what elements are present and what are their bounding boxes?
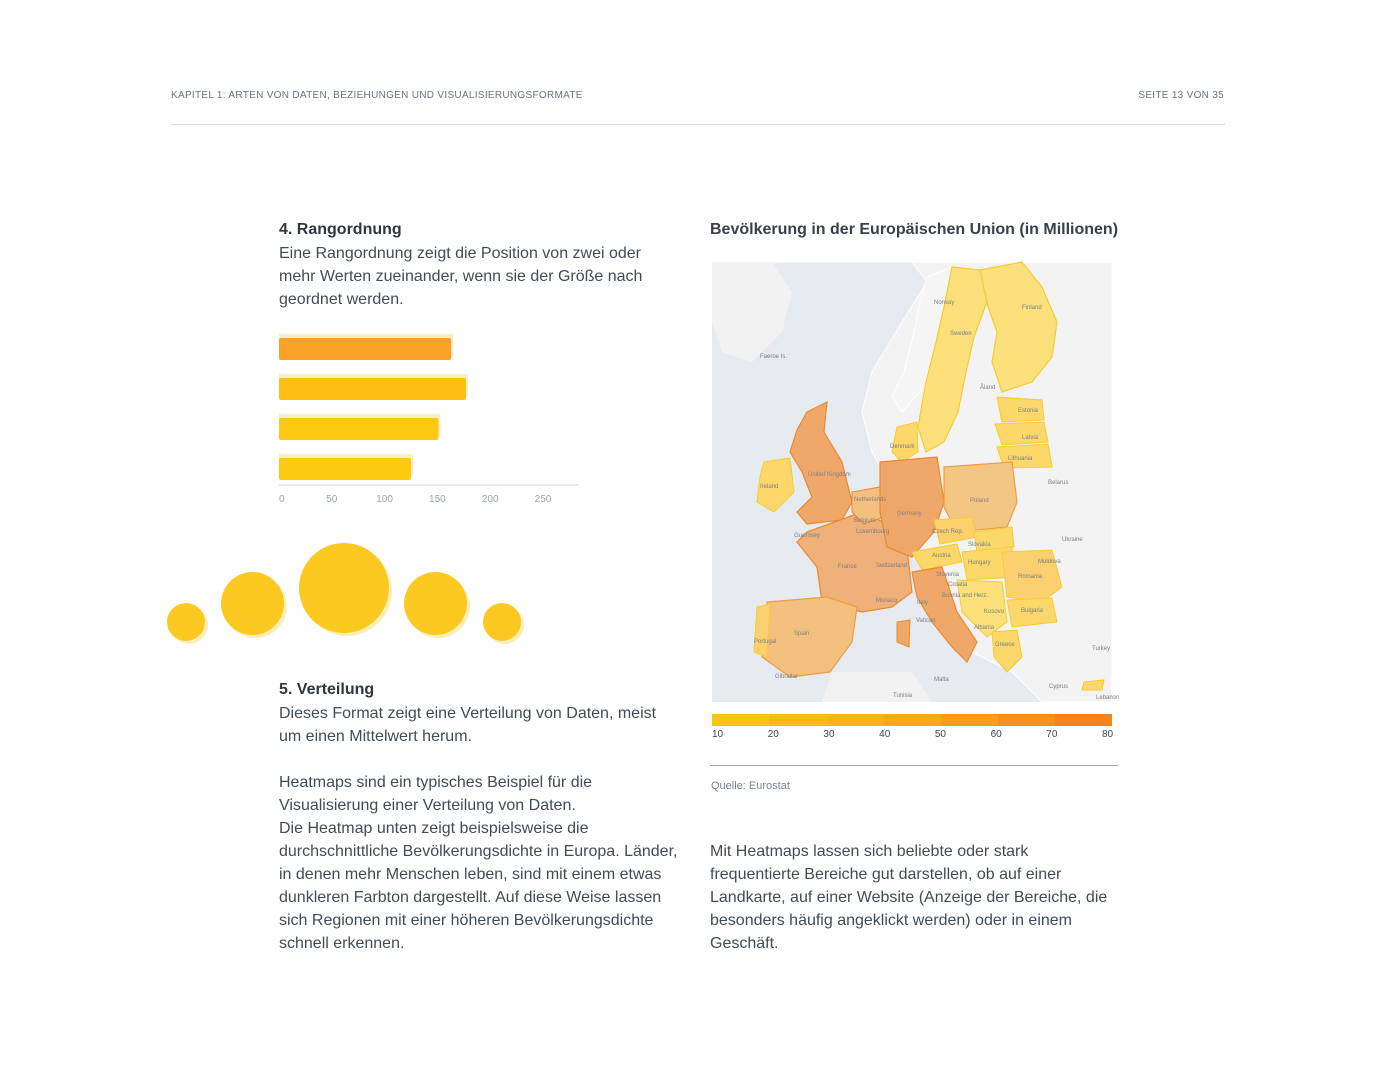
map-label: Belgium [854,518,876,524]
map-label: Lebanon [1096,695,1120,701]
legend-tick: 50 [934,729,946,740]
distribution-bubble [299,543,389,633]
legend-tick: 70 [1046,729,1058,740]
map-label: Slovenia [936,572,960,578]
map-label: Albania [974,625,995,631]
map-label: Ukraine [1062,537,1083,543]
map-label: Poland [970,498,989,504]
section-5-text-3: Die Heatmap unten zeigt beispielsweise die durchschnittliche Bevölkerungsdichte in Europa. Länder, in denen mehr Menschen leben, sind mit einem etwas dunkleren Farbton dargestellt. Auf diese Weise lassen sich Regionen mit einer höheren Bevölkerungsdichte schnell erkennen. [279,820,678,952]
map-label: Norway [934,300,955,306]
legend-tick: 30 [823,729,835,740]
right-paragraph: Mit Heatmaps lassen sich beliebte oder stark frequentierte Bereiche gut darstellen, ob auf einer Landkarte, auf einer Website (Anzeige der Bereiche, die besonders häufig angeklickt werden) oder in einem Geschäft. [710,843,1108,952]
europe-heatmap [712,262,1120,702]
section-5-body [279,702,679,955]
map-label: Guernsey [794,533,821,539]
distribution-bubble [483,603,521,641]
section-5-text-1: Dieses Format zeigt eine Verteilung von Daten, meist um einen Mittelwert herum. [279,705,657,745]
legend-swatch [998,714,1055,726]
map-label: Hungary [968,560,991,566]
page-number: SEITE 13 VON 35 [1138,90,1224,101]
rank-bar [279,458,411,480]
legend-tick: 60 [990,729,1002,740]
map-label: Bosnia and Herz. [942,593,989,599]
map-label: Luxembourg [856,529,890,535]
legend-swatch [826,714,883,726]
map-label: Lithuania [1008,456,1033,462]
map-label: Spain [794,631,810,637]
map-label: Denmark [890,444,915,450]
legend-swatch [883,714,940,726]
map-label: Netherlands [854,497,887,503]
map-label: Åland [980,385,996,391]
map-label: Austria [932,553,951,559]
x-tick-label: 50 [326,494,338,505]
map-label: Vatican [916,618,936,624]
map-label: Finland [1022,305,1042,311]
section-5-text-2: Heatmaps sind ein typisches Beispiel für die Visualisierung einer Verteilung von Daten. [279,774,593,814]
map-label: Switzerland [876,563,908,569]
map-label: Croatia [948,582,968,588]
map-label: Estonia [1018,408,1039,414]
chapter-header: KAPITEL 1: ARTEN VON DATEN, BEZIEHUNGEN UND VISUALISIERUNGSFORMATE [171,90,583,101]
map-label: Monaco [876,598,898,604]
map-label: Greece [995,642,1015,648]
map-label: Latvia [1022,435,1039,441]
map-label: Ireland [760,484,779,490]
distribution-bubble [221,572,284,635]
map-label: Tunisia [893,693,913,699]
distribution-bubble [167,603,205,641]
section-5-title: 5. Verteilung [279,681,375,698]
ranking-bar-chart [279,330,579,510]
legend-tick: 40 [879,729,891,740]
map-label: Faeroe Is. [760,354,788,360]
map-label: Cyprus [1049,684,1069,690]
x-tick-label: 0 [279,494,285,505]
header-divider [171,124,1225,125]
section-4-text: Eine Rangordnung zeigt die Position von zwei oder mehr Werten zueinander, wenn sie der Größe nach geordnet werden. [279,245,643,308]
rank-bar [279,418,438,440]
x-tick-label: 250 [534,494,552,505]
rank-bar [279,338,451,360]
map-label: France [838,564,857,570]
legend-swatch [769,714,826,726]
map-label: United Kingdom [808,472,851,478]
legend-swatch [1055,714,1112,726]
legend-tick: 20 [767,729,779,740]
distribution-bubble [404,572,467,635]
legend-swatch [941,714,998,726]
x-tick-label: 200 [481,494,499,505]
map-label: Malta [934,677,949,683]
x-tick-label: 150 [429,494,446,505]
map-label: Moldova [1038,559,1061,565]
heatmap-legend [712,714,1112,726]
map-label: Belarus [1048,480,1069,486]
legend-tick: 10 [712,729,724,740]
map-label: Bulgaria [1021,608,1044,614]
legend-swatch [712,714,769,726]
legend-tick: 80 [1102,729,1114,740]
source-note: Quelle: Eurostat [711,780,790,792]
section-4-title: 4. Rangordnung [279,221,402,238]
rank-bar [279,378,466,400]
map-label: Turkey [1092,646,1111,652]
map-label: Germany [897,511,922,517]
source-divider [710,765,1118,766]
map-label: Kosovo [984,609,1005,615]
map-label: Italy [917,600,929,606]
map-label: Sweden [950,331,972,337]
map-label: Portugal [754,639,777,645]
section-4-body [279,242,679,311]
map-label: Gibraltar [775,674,799,680]
map-label: Romania [1018,574,1043,580]
map-label: Czech Rep. [932,529,964,535]
map-title: Bevölkerung in der Europäischen Union (in Millionen) [710,221,1119,238]
x-tick-label: 100 [376,494,393,505]
map-label: Slovakia [968,542,991,548]
